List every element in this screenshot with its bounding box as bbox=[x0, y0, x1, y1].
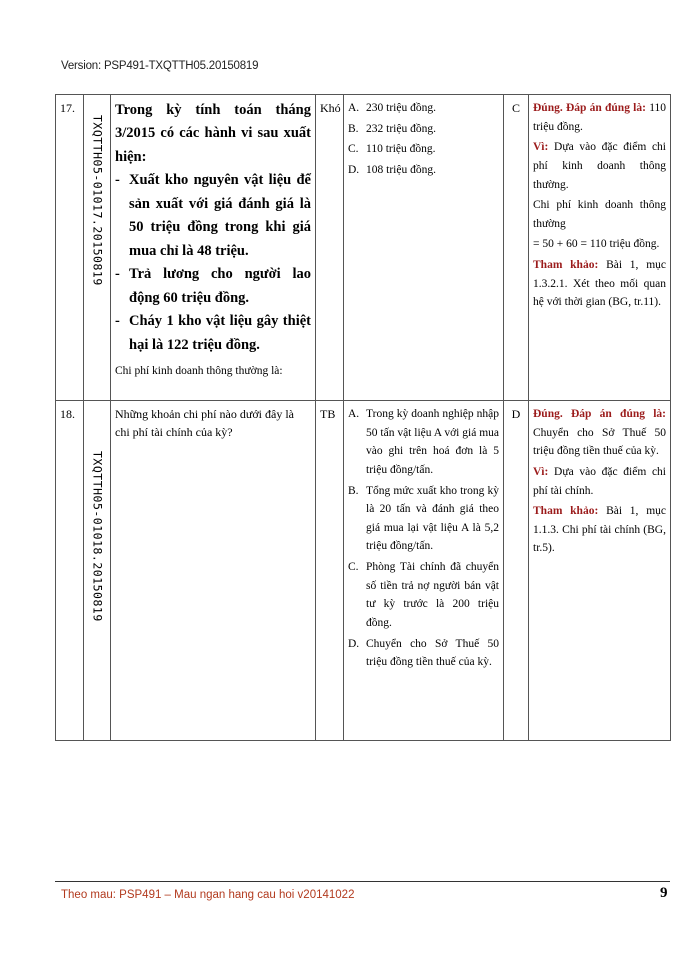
question-code: TXQTTH05-01017.20150819 bbox=[90, 115, 105, 286]
question-content bbox=[111, 95, 316, 401]
option-b: B. 232 triệu đồng. bbox=[348, 122, 436, 135]
correct-text: Chuyển cho Sở Thuế 50 triệu đồng tiền thuế của kỳ. bbox=[533, 426, 666, 458]
why-label: Vì: bbox=[533, 465, 549, 478]
answer-key: C bbox=[504, 95, 529, 401]
question-bullet: - Xuất kho nguyên vật liệu để sản xuất với giá đánh giá là 50 triệu đồng trong khi giá mua chỉ là 48 triệu. bbox=[115, 169, 311, 263]
option-c: C. 110 triệu đồng. bbox=[348, 143, 436, 156]
ref-label: Tham khảo: bbox=[533, 505, 599, 518]
why-text: Dựa vào đặc điểm chi phí kinh doanh thông thường. bbox=[533, 141, 667, 191]
question-table bbox=[55, 94, 671, 741]
option-d: D. 108 triệu đồng. bbox=[348, 163, 436, 176]
feedback-cell bbox=[529, 401, 671, 741]
question-code-cell bbox=[84, 401, 111, 741]
footer-template-label: Theo mau: PSP491 – Mau ngan hang cau hoi v20141022 bbox=[61, 889, 355, 901]
answer-key: D bbox=[504, 401, 529, 741]
feedback-cell bbox=[529, 95, 671, 401]
why-text: Dựa vào đặc điểm chi phí tài chính. bbox=[533, 465, 667, 497]
option-d: D. Chuyển cho Sở Thuế 50 triệu đồng tiền thuế của kỳ. bbox=[348, 637, 499, 669]
question-code: TXQTTH05-01018.20150819 bbox=[90, 451, 105, 622]
question-row bbox=[56, 401, 671, 741]
question-intro: Trong kỳ tính toán tháng 3/2015 có các hành vi sau xuất hiện: bbox=[115, 102, 311, 165]
option-c: C. Phòng Tài chính đã chuyển số tiền trả nợ người bán vật tư kỳ trước là 200 triệu đồng. bbox=[348, 561, 499, 629]
option-a: A. 230 triệu đồng. bbox=[348, 102, 436, 114]
question-number: 18. bbox=[56, 401, 84, 741]
difficulty-level: Khó bbox=[316, 95, 344, 401]
options-cell bbox=[344, 95, 504, 401]
correct-label: Đúng. Đáp án đúng là: bbox=[533, 102, 646, 114]
question-content: Những khoản chi phí nào dưới đây là chi phí tài chính của kỳ? bbox=[111, 401, 316, 741]
correct-label: Đúng. Đáp án đúng là: bbox=[533, 408, 666, 420]
question-prompt: Chi phí kinh doanh thông thường là: bbox=[115, 365, 283, 378]
question-number: 17. bbox=[56, 95, 84, 401]
options-cell bbox=[344, 401, 504, 741]
page-number: 9 bbox=[660, 885, 668, 901]
question-row bbox=[56, 95, 671, 401]
question-code-cell bbox=[84, 95, 111, 401]
footer-divider bbox=[55, 881, 670, 882]
question-bullet: - Trả lương cho người lao động 60 triệu đồng. bbox=[115, 263, 311, 310]
why-label: Vì: bbox=[533, 141, 549, 154]
version-label: Version: PSP491-TXQTTH05.20150819 bbox=[61, 60, 259, 72]
difficulty-level: TB bbox=[316, 401, 344, 741]
option-a: A. Trong kỳ doanh nghiệp nhập 50 tấn vật liệu A với giá mua vào ghi trên hoá đơn là 5 triệu đồng/tấn. bbox=[348, 408, 499, 476]
feedback-extra: Chi phí kinh doanh thông thường bbox=[533, 199, 666, 230]
correct-text: 110 triệu đồng. bbox=[533, 102, 667, 133]
question-bullet: - Cháy 1 kho vật liệu gây thiệt hại là 122 triệu đồng. bbox=[115, 310, 311, 357]
ref-text: Bài 1, mục 1.3.2.1. Xét theo mối quan hệ với thời gian (BG, tr.11). bbox=[533, 259, 666, 309]
feedback-extra: = 50 + 60 = 110 triệu đồng. bbox=[533, 238, 660, 251]
option-b: B. Tổng mức xuất kho trong kỳ là 20 tấn và đánh giá theo giá mua lại vật liệu A là 5,2 triệu đồng/tấn. bbox=[348, 484, 499, 553]
ref-text: Bài 1, mục 1.1.3. Chi phí tài chính (BG, tr.5). bbox=[533, 505, 666, 555]
ref-label: Tham khảo: bbox=[533, 259, 599, 271]
